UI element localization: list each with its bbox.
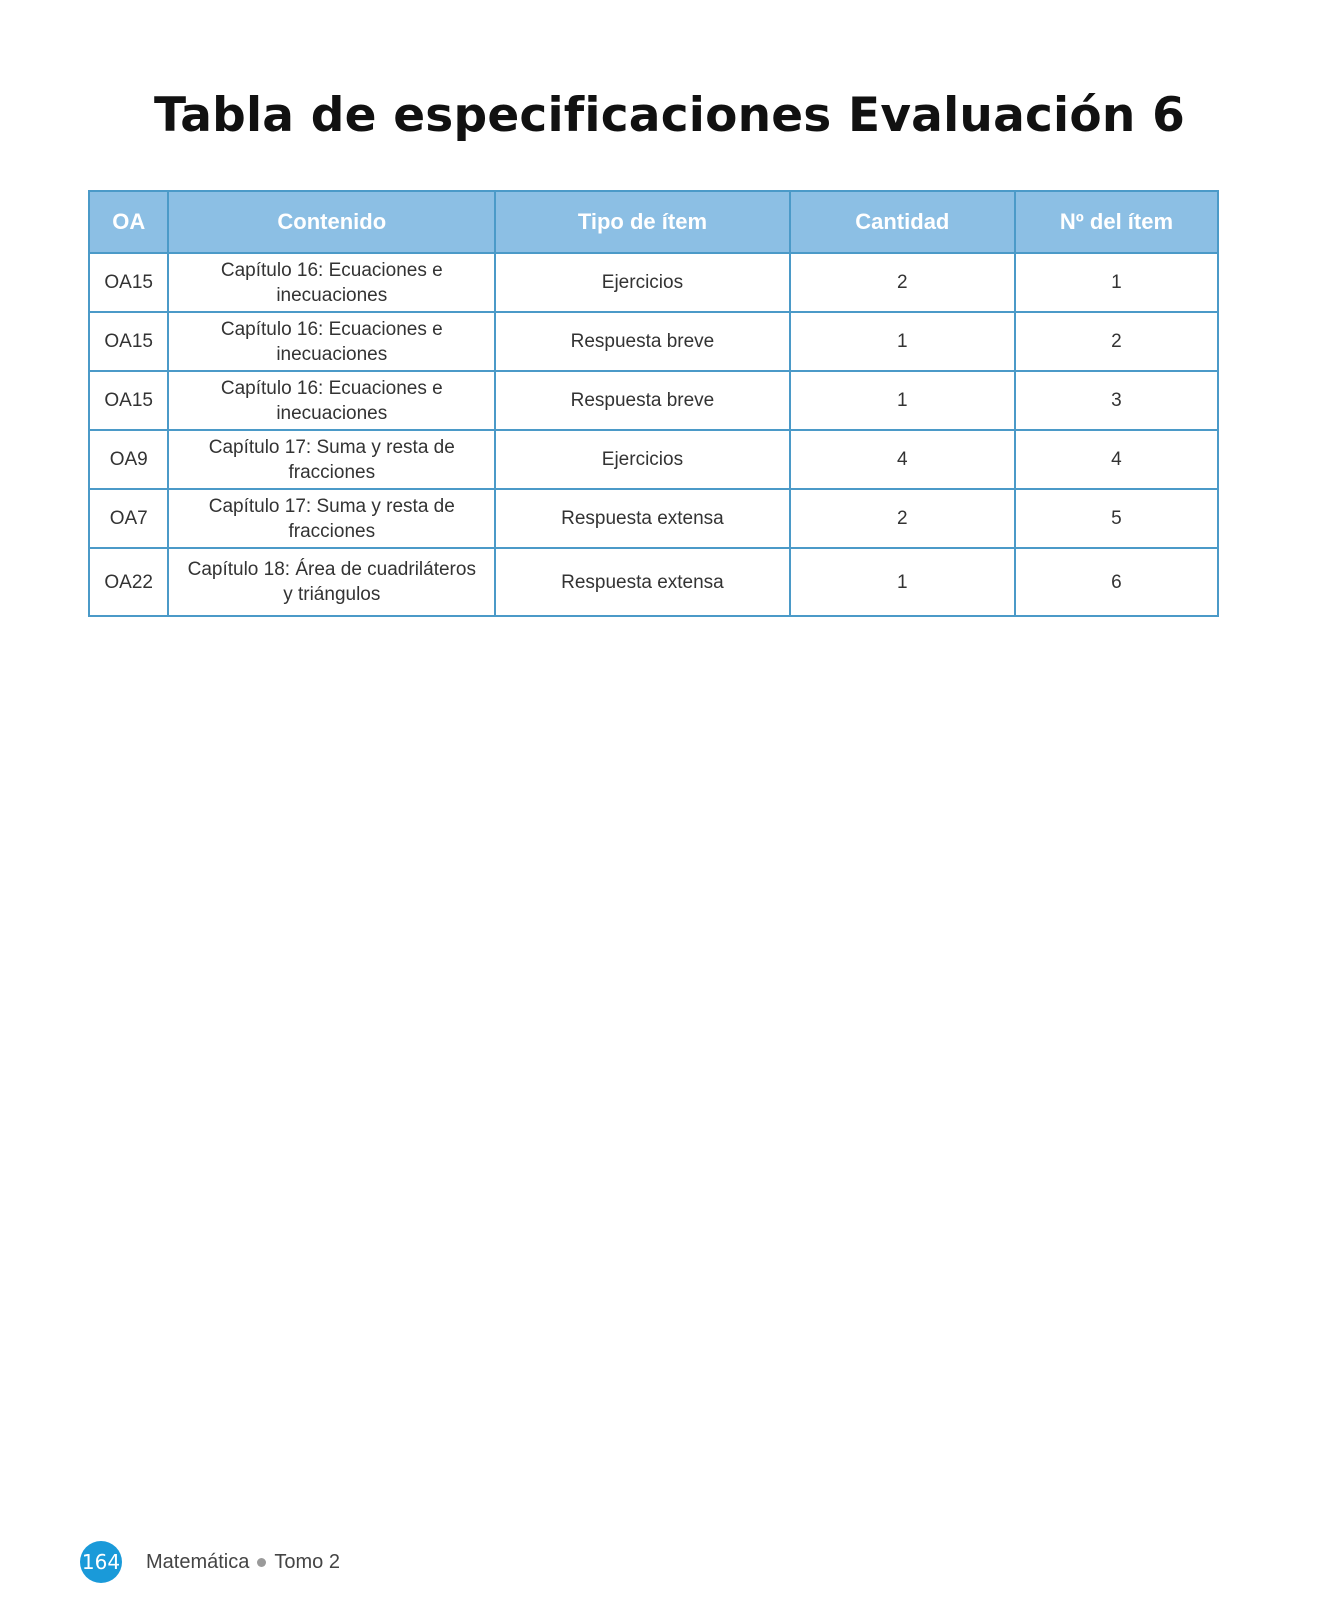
contenido-line-1: Capítulo 16: Ecuaciones e bbox=[220, 318, 443, 340]
table-row bbox=[89, 548, 1218, 616]
cell-tipo: Respuesta extensa bbox=[495, 548, 790, 616]
header-tipo-item: Tipo de ítem bbox=[495, 191, 790, 253]
cell-tipo: Ejercicios bbox=[495, 430, 790, 489]
cell-numero: 5 bbox=[1015, 489, 1218, 548]
contenido-line-2: fracciones bbox=[288, 461, 376, 483]
page-number-badge: 164 bbox=[80, 1541, 122, 1583]
cell-cantidad: 2 bbox=[790, 489, 1015, 548]
contenido-line-2: inecuaciones bbox=[276, 402, 388, 424]
cell-contenido bbox=[168, 548, 495, 616]
cell-oa: OA15 bbox=[89, 253, 168, 312]
cell-cantidad: 4 bbox=[790, 430, 1015, 489]
header-contenido: Contenido bbox=[168, 191, 495, 253]
cell-cantidad: 1 bbox=[790, 548, 1015, 616]
cell-oa: OA22 bbox=[89, 548, 168, 616]
cell-cantidad: 1 bbox=[790, 312, 1015, 371]
cell-contenido bbox=[168, 489, 495, 548]
separator-dot bbox=[257, 1558, 266, 1567]
cell-numero: 4 bbox=[1015, 430, 1218, 489]
table-row bbox=[89, 312, 1218, 371]
cell-cantidad: 1 bbox=[790, 371, 1015, 430]
table-row bbox=[89, 253, 1218, 312]
contenido-line-1: Capítulo 17: Suma y resta de bbox=[208, 436, 455, 458]
cell-contenido bbox=[168, 253, 495, 312]
contenido-line-2: inecuaciones bbox=[276, 343, 388, 365]
cell-oa: OA7 bbox=[89, 489, 168, 548]
cell-oa: OA15 bbox=[89, 312, 168, 371]
contenido-line-2: y triángulos bbox=[283, 584, 381, 605]
book-name: Matemática bbox=[146, 1550, 250, 1573]
contenido-line-1: Capítulo 18: Área de cuadriláteros bbox=[187, 559, 476, 580]
cell-numero: 1 bbox=[1015, 253, 1218, 312]
specifications-table bbox=[88, 190, 1219, 617]
table-row bbox=[89, 430, 1218, 489]
contenido-line-2: fracciones bbox=[288, 520, 376, 542]
table-row bbox=[89, 489, 1218, 548]
cell-numero: 6 bbox=[1015, 548, 1218, 616]
tome-label: Tomo 2 bbox=[274, 1550, 340, 1573]
cell-numero: 2 bbox=[1015, 312, 1218, 371]
table-row bbox=[89, 371, 1218, 430]
cell-tipo: Respuesta breve bbox=[495, 312, 790, 371]
cell-tipo: Respuesta breve bbox=[495, 371, 790, 430]
contenido-line-1: Capítulo 17: Suma y resta de bbox=[208, 495, 455, 517]
cell-contenido bbox=[168, 312, 495, 371]
contenido-line-2: inecuaciones bbox=[276, 284, 388, 306]
page-title: Tabla de especificaciones Evaluación 6 bbox=[154, 88, 1185, 143]
page-footer bbox=[80, 1540, 340, 1584]
cell-tipo: Respuesta extensa bbox=[495, 489, 790, 548]
header-numero-item: Nº del ítem bbox=[1015, 191, 1218, 253]
header-cantidad: Cantidad bbox=[790, 191, 1015, 253]
contenido-line-1: Capítulo 16: Ecuaciones e bbox=[220, 259, 443, 281]
header-oa: OA bbox=[89, 191, 168, 253]
cell-contenido bbox=[168, 430, 495, 489]
contenido-line-1: Capítulo 16: Ecuaciones e bbox=[220, 377, 443, 399]
cell-oa: OA15 bbox=[89, 371, 168, 430]
cell-tipo: Ejercicios bbox=[495, 253, 790, 312]
table-header-row bbox=[89, 191, 1218, 253]
cell-numero: 3 bbox=[1015, 371, 1218, 430]
cell-contenido bbox=[168, 371, 495, 430]
cell-oa: OA9 bbox=[89, 430, 168, 489]
cell-cantidad: 2 bbox=[790, 253, 1015, 312]
